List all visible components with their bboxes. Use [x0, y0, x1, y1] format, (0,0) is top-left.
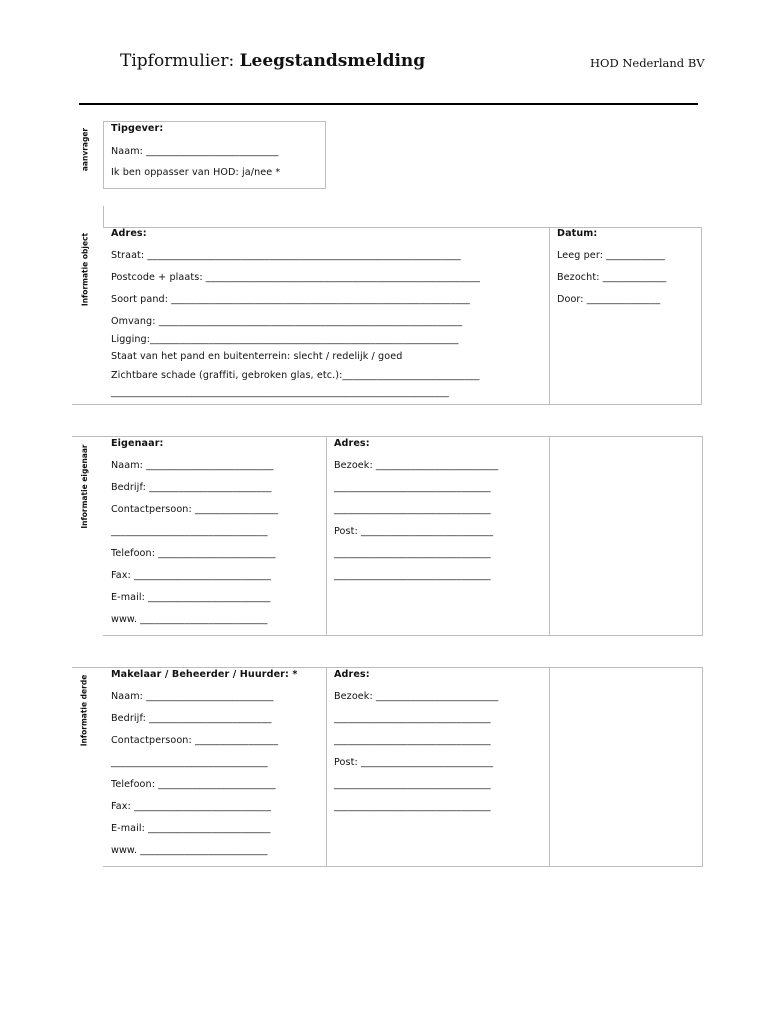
eigenaar-contact-field[interactable]: Contactpersoon: _________________ [111, 504, 279, 515]
separator [549, 667, 550, 867]
company-name: HOD Nederland BV [590, 56, 705, 70]
object-adres-heading: Adres: [111, 228, 147, 239]
schade-field[interactable]: Zichtbare schade (graffiti, gebroken glas, etc.):____________________________ [111, 370, 480, 381]
leeg-per-field[interactable]: Leeg per: ____________ [557, 250, 665, 261]
header-rule [79, 103, 698, 105]
derde-naam-field[interactable]: Naam: __________________________ [111, 691, 274, 702]
derde-fax-field[interactable]: Fax: ____________________________ [111, 801, 272, 812]
eigenaar-blank-field[interactable]: ________________________________ [111, 526, 268, 537]
derde-blank-field[interactable]: ________________________________ [111, 757, 268, 768]
eigenaar-bezoek-field[interactable]: Bezoek: _________________________ [334, 460, 499, 471]
separator [72, 436, 103, 437]
extra-field[interactable]: _____________________________________________________________________ [111, 387, 449, 398]
ligging-field[interactable]: Ligging:_______________________________________________________________ [111, 334, 459, 345]
eigenaar-fax-field[interactable]: Fax: ____________________________ [111, 570, 272, 581]
title-prefix: Tipformulier: [120, 51, 240, 71]
eigenaar-adres-heading: Adres: [334, 438, 370, 449]
tipgever-naam-field[interactable]: Naam: ___________________________ [111, 146, 279, 157]
derde-telefoon-field[interactable]: Telefoon: ________________________ [111, 779, 276, 790]
derde-bedrijf-field[interactable]: Bedrijf: _________________________ [111, 713, 272, 724]
derde-adres-blank-2[interactable]: ________________________________ [334, 735, 491, 746]
eigenaar-adres-blank-2[interactable]: ________________________________ [334, 504, 491, 515]
datum-heading: Datum: [557, 228, 598, 239]
door-field[interactable]: Door: _______________ [557, 294, 661, 305]
separator [326, 436, 327, 636]
separator [103, 206, 104, 227]
postcode-field[interactable]: Postcode + plaats: ________________________________________________________ [111, 272, 481, 283]
straat-field[interactable]: Straat: ________________________________________________________________ [111, 250, 461, 261]
eigenaar-email-field[interactable]: E-mail: _________________________ [111, 592, 271, 603]
separator [549, 227, 550, 405]
side-label-aanvrager: aanvrager [80, 127, 90, 172]
derde-heading: Makelaar / Beheerder / Huurder: * [111, 669, 298, 680]
side-label-object: Informatie object [80, 232, 90, 307]
derde-adres-blank-3[interactable]: ________________________________ [334, 779, 491, 790]
soort-pand-field[interactable]: Soort pand: _____________________________________________________________ [111, 294, 470, 305]
derde-contact-field[interactable]: Contactpersoon: _________________ [111, 735, 279, 746]
eigenaar-adres-blank-3[interactable]: ________________________________ [334, 548, 491, 559]
side-label-derde: Informatie derde [79, 674, 89, 747]
derde-www-field[interactable]: www. __________________________ [111, 845, 268, 856]
eigenaar-telefoon-field[interactable]: Telefoon: ________________________ [111, 548, 276, 559]
eigenaar-post-field[interactable]: Post: ___________________________ [334, 526, 494, 537]
omvang-field[interactable]: Omvang: ______________________________________________________________ [111, 316, 463, 327]
page-title [120, 51, 425, 71]
separator [72, 404, 103, 405]
eigenaar-naam-field[interactable]: Naam: __________________________ [111, 460, 274, 471]
eigenaar-bedrijf-field[interactable]: Bedrijf: _________________________ [111, 482, 272, 493]
eigenaar-adres-blank-4[interactable]: ________________________________ [334, 570, 491, 581]
side-label-eigenaar: Informatie eigenaar [80, 444, 89, 529]
tipgever-heading: Tipgever: [111, 123, 164, 134]
derde-post-field[interactable]: Post: ___________________________ [334, 757, 494, 768]
staat-field[interactable]: Staat van het pand en buitenterrein: slecht / redelijk / goed [111, 351, 403, 362]
derde-adres-blank-1[interactable]: ________________________________ [334, 713, 491, 724]
eigenaar-www-field[interactable]: www. __________________________ [111, 614, 268, 625]
derde-adres-blank-4[interactable]: ________________________________ [334, 801, 491, 812]
derde-bezoek-field[interactable]: Bezoek: _________________________ [334, 691, 499, 702]
derde-adres-heading: Adres: [334, 669, 370, 680]
derde-email-field[interactable]: E-mail: _________________________ [111, 823, 271, 834]
eigenaar-adres-blank-1[interactable]: ________________________________ [334, 482, 491, 493]
eigenaar-heading: Eigenaar: [111, 438, 164, 449]
title-bold: Leegstandsmelding [239, 51, 426, 71]
separator [549, 436, 550, 636]
separator [326, 667, 327, 867]
bezocht-field[interactable]: Bezocht: _____________ [557, 272, 667, 283]
oppasser-field[interactable]: Ik ben oppasser van HOD: ja/nee * [111, 167, 281, 178]
separator [72, 667, 103, 668]
